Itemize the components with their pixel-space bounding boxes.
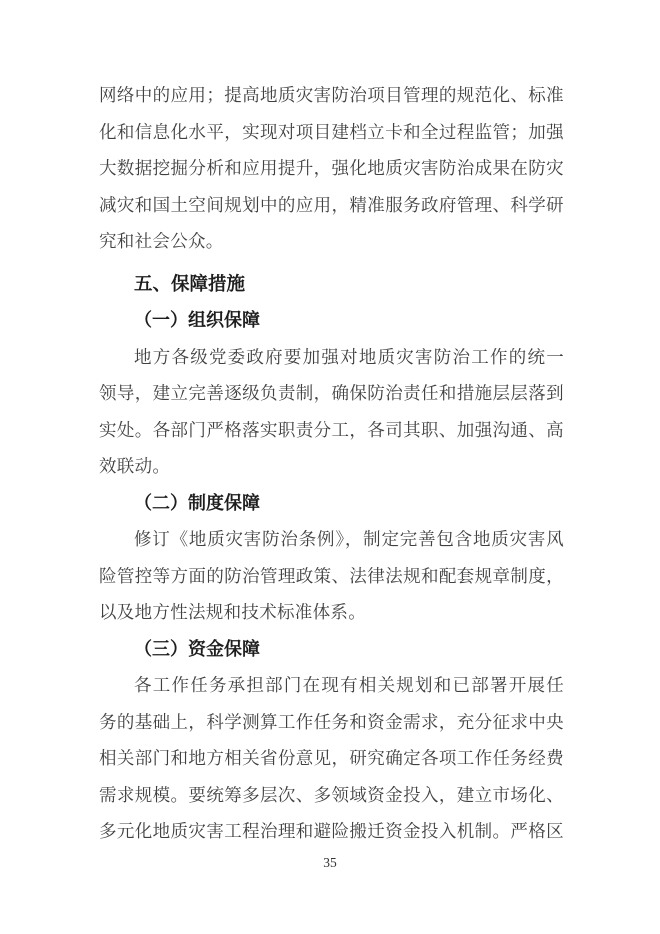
section-heading: 五、保障措施 — [134, 272, 246, 294]
body-line: 险管控等方面的防治管理政策、法律法规和配套规章制度， — [99, 565, 564, 586]
page-number: 35 — [323, 855, 337, 870]
body-line: 大数据挖掘分析和应用提升，强化地质灾害防治成果在防灾 — [99, 158, 564, 178]
body-line: 网络中的应用；提高地质灾害防治项目管理的规范化、标准 — [99, 85, 564, 105]
body-line: 以及地方性法规和技术标准体系。 — [99, 602, 366, 622]
body-line: 相关部门和地方相关省份意见，研究确定各项工作任务经费 — [99, 748, 564, 768]
body-line: 化和信息化水平，实现对项目建档立卡和全过程监管；加强 — [99, 121, 564, 142]
subsection-heading-1: （一）组织保障 — [134, 310, 260, 330]
body-line: 减灾和国土空间规划中的应用，精准服务政府管理、科学研 — [99, 194, 564, 215]
body-line: 究和社会公众。 — [99, 231, 224, 251]
body-line: 实处。各部门严格落实职责分工，各司其职、加强沟通、高 — [99, 419, 564, 440]
body-line: 领导，建立完善逐级负责制，确保防治责任和措施层层落到 — [99, 383, 564, 403]
subsection-heading-3: （三）资金保障 — [134, 638, 260, 659]
document-body — [99, 77, 564, 850]
body-line: 修订《地质灾害防治条例》，制定完善包含地质灾害风 — [134, 529, 564, 549]
body-line: 地方各级党委政府要加强对地质灾害防治工作的统一 — [134, 346, 564, 367]
body-line: 多元化地质灾害工程治理和避险搬迁资金投入机制。严格区 — [99, 821, 564, 841]
subsection-heading-2: （二）制度保障 — [134, 492, 260, 513]
body-line: 各工作任务承担部门在现有相关规划和已部署开展任 — [134, 675, 564, 695]
body-line: 需求规模。要统筹多层次、多领域资金投入，建立市场化、 — [99, 784, 564, 805]
body-line: 效联动。 — [99, 456, 171, 476]
body-line: 务的基础上，科学测算工作任务和资金需求，充分征求中央 — [99, 711, 564, 732]
